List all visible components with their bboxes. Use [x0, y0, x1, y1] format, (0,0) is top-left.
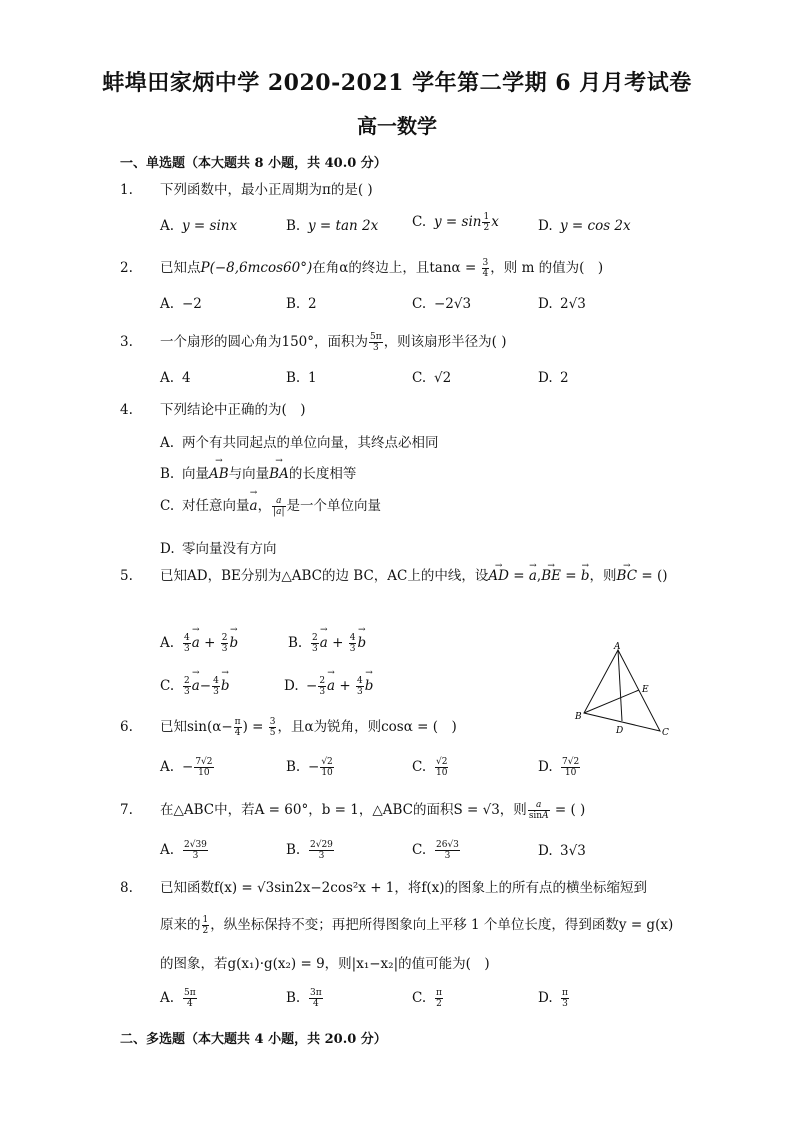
q3-option-b[interactable]: B. 1	[286, 370, 317, 386]
q2-option-c[interactable]: C. −2√3	[412, 296, 472, 312]
question-1	[120, 180, 373, 200]
question-5: 5. 已知AD，BE分别为△ABC的边 BC，AC上的中线，设→ AD = → a,→ BE = → b，则→ BC = ()	[120, 566, 668, 586]
q5-option-d[interactable]: D. − $\frac{2}{3}$ → a + $\frac{4}{3}$ → b	[284, 676, 373, 697]
q6-option-a[interactable]: A. − $\frac{7√2}{10}$	[160, 757, 213, 778]
median-be	[584, 690, 639, 713]
question-3: 3. 一个扇形的圆心角为150°，面积为 $\frac{5\pi}{3}$ ，则该扇形半径为( )	[120, 332, 507, 353]
q6-option-d[interactable]: D. $\frac{7√2}{10}$	[538, 757, 580, 778]
label-a: A	[614, 642, 621, 652]
q2-option-b[interactable]: B. 2	[286, 296, 317, 312]
exam-subtitle: 高一数学	[357, 114, 437, 138]
section-heading-multiple-choice: 二、多选题（本大题共 4 小题，共 20.0 分）	[120, 1032, 387, 1047]
question-8: 8. 已知函数f(x) = √3sin2x−2cos²x + 1，将f(x)的图象上的所有点的横坐标缩短到	[120, 880, 648, 896]
label-d: D	[616, 726, 624, 736]
label-c: C	[662, 728, 669, 738]
q6-option-c[interactable]: C. $\frac{√2}{10}$	[412, 757, 448, 778]
q8-option-c[interactable]: C. $\frac{\pi}{2}$	[412, 988, 442, 1009]
q8-option-d[interactable]: D. $\frac{\pi}{3}$	[538, 988, 568, 1009]
q3-option-d[interactable]: D. 2	[538, 370, 569, 386]
q1-option-a[interactable]: A. y = sinx	[160, 218, 238, 234]
q4-option-b[interactable]: B. 向量→ AB与向量→ BA的长度相等	[160, 462, 356, 482]
q6-option-b[interactable]: B. − $\frac{√2}{10}$	[286, 757, 333, 778]
q2-option-a[interactable]: A. −2	[160, 296, 202, 312]
q5-option-b[interactable]: B. $\frac{2}{3}$ → a + $\frac{4}{3}$ → b	[288, 633, 366, 654]
question-text: 下列函数中，最小正周期为π的是( )	[160, 182, 373, 198]
median-ad	[618, 650, 622, 721]
q8-line-3: 的图象，若g(x₁)·g(x₂) = 9，则|x₁−x₂|的值可能为( )	[160, 956, 490, 972]
question-4: 4. 下列结论中正确的为( )	[120, 402, 306, 418]
question-6: 6. 已知sin(α− $\frac{\pi}{4}$ ) = $\frac{3}{5}$ ，且α为锐角，则cosα = ( )	[120, 717, 457, 738]
q1-option-d[interactable]: D. y = cos 2x	[538, 218, 631, 234]
section-heading-single-choice: 一、单选题（本大题共 8 小题，共 40.0 分）	[120, 156, 387, 171]
q4-option-c[interactable]: C. 对任意向量→ a， $\frac{a}{|a|}$ 是一个单位向量	[160, 494, 381, 517]
q1-option-b[interactable]: B. y = tan 2x	[286, 218, 379, 234]
q4-option-a[interactable]: A. 两个有共同起点的单位向量，其终点必相同	[160, 435, 439, 451]
label-e: E	[642, 685, 649, 695]
exam-title: 蚌埠田家炳中学 2020-2021 学年第二学期 6 月月考试卷	[102, 70, 692, 96]
q1-option-c[interactable]: C. y = sin $\frac{1}{2}$ x	[412, 212, 499, 233]
q8-option-b[interactable]: B. $\frac{3\pi}{4}$	[286, 988, 322, 1009]
q3-option-c[interactable]: C. √2	[412, 370, 452, 386]
question-2: 2. 已知点P(−8,6mcos60°)在角α的终边上，且tanα = $\frac{3}{4}$ ，则 m 的值为( )	[120, 258, 604, 279]
q7-option-b[interactable]: B. $\frac{2√29}{3}$	[286, 840, 333, 861]
question-7: 7. 在△ABC中，若A = 60°，b = 1，△ABC的面积S = √3，则 $\frac{a}{\sin A}$ = ( )	[120, 800, 586, 821]
question-number: 1.	[120, 182, 133, 198]
q8-line-2: 原来的 $\frac{1}{2}$ ，纵坐标保持不变；再把所得图象向上平移 1 个单位长度，得到函数y = g(x)	[160, 915, 674, 936]
label-b: B	[575, 712, 582, 722]
q8-option-a[interactable]: A. $\frac{5\pi}{4}$	[160, 988, 196, 1009]
q7-option-a[interactable]: A. $\frac{2√39}{3}$	[160, 840, 207, 861]
q7-option-c[interactable]: C. $\frac{26√3}{3}$	[412, 840, 459, 861]
q3-option-a[interactable]: A. 4	[160, 370, 191, 386]
q5-option-c[interactable]: C. $\frac{2}{3}$ → a− $\frac{4}{3}$ → b	[160, 676, 230, 697]
q4-option-d[interactable]: D. 零向量没有方向	[160, 541, 277, 557]
q7-option-d[interactable]: D. 3√3	[538, 843, 586, 859]
q5-option-a[interactable]: A. $\frac{4}{3}$ → a + $\frac{2}{3}$ → b	[160, 633, 238, 654]
triangle-figure	[570, 640, 680, 740]
q2-option-d[interactable]: D. 2√3	[538, 296, 586, 312]
